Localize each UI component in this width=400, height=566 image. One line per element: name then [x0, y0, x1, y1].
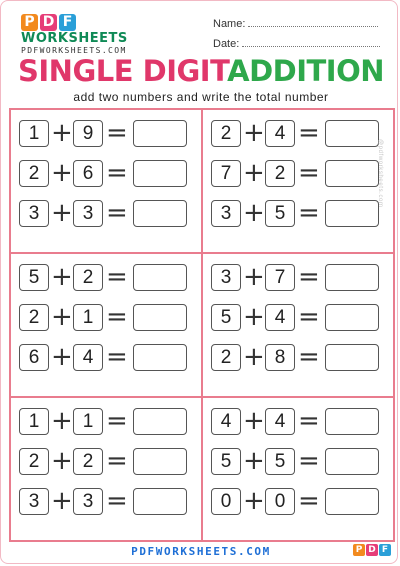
footer-logo	[353, 544, 391, 556]
answer-box[interactable]	[133, 448, 187, 475]
plus-sign: +	[51, 446, 73, 476]
addend-1: 6	[19, 344, 49, 371]
addition-problem	[11, 488, 201, 515]
logo-wordmark: WORKSHEETS	[21, 31, 128, 46]
date-field[interactable]	[213, 38, 380, 50]
answer-box[interactable]	[133, 344, 187, 371]
footer-logo-letter-p: P	[353, 544, 365, 556]
plus-sign: +	[51, 342, 73, 372]
addition-problem	[203, 304, 393, 331]
addition-problem	[203, 264, 393, 291]
plus-sign: +	[51, 302, 73, 332]
logo-letter-d: D	[40, 14, 57, 31]
answer-box[interactable]	[133, 408, 187, 435]
answer-box[interactable]	[133, 160, 187, 187]
answer-box[interactable]	[325, 488, 379, 515]
problem-panel	[201, 396, 395, 542]
answer-box[interactable]	[325, 344, 379, 371]
equals-sign: =	[298, 446, 320, 476]
addition-problem	[203, 408, 393, 435]
answer-box[interactable]	[325, 160, 379, 187]
footer-url: PDFWORKSHEETS.COM	[131, 545, 271, 558]
plus-sign: +	[243, 158, 265, 188]
date-label: Date:	[213, 38, 240, 50]
addition-problem	[11, 344, 201, 371]
addend-2: 4	[265, 120, 295, 147]
addition-problem	[203, 160, 393, 187]
addend-2: 8	[265, 344, 295, 371]
logo-letter-f: F	[59, 14, 76, 31]
equals-sign: =	[298, 118, 320, 148]
worksheet-title	[1, 53, 400, 89]
watermark: @pdfworksheets.com	[377, 139, 383, 208]
addend-2: 7	[265, 264, 295, 291]
equals-sign: =	[106, 118, 128, 148]
problem-panel	[201, 108, 395, 254]
addition-problem	[203, 488, 393, 515]
plus-sign: +	[51, 158, 73, 188]
logo-url: PDFWORKSHEETS.COM	[21, 46, 127, 55]
equals-sign: =	[106, 198, 128, 228]
problem-panel	[9, 396, 203, 542]
addition-problem	[11, 160, 201, 187]
addend-1: 2	[211, 344, 241, 371]
addend-1: 4	[211, 408, 241, 435]
problem-grid	[9, 108, 393, 542]
addition-problem	[11, 408, 201, 435]
plus-sign: +	[51, 262, 73, 292]
addition-problem	[203, 120, 393, 147]
addend-1: 0	[211, 488, 241, 515]
brand-logo	[21, 14, 131, 56]
name-line[interactable]	[248, 18, 378, 27]
equals-sign: =	[298, 406, 320, 436]
addend-2: 3	[73, 488, 103, 515]
addend-2: 4	[73, 344, 103, 371]
equals-sign: =	[298, 158, 320, 188]
plus-sign: +	[243, 198, 265, 228]
answer-box[interactable]	[133, 120, 187, 147]
addend-2: 5	[265, 200, 295, 227]
title-part-addition: ADDITION	[227, 54, 384, 88]
addition-problem	[203, 344, 393, 371]
addend-1: 2	[19, 304, 49, 331]
addition-problem	[11, 120, 201, 147]
footer-logo-letter-f: F	[379, 544, 391, 556]
problem-panel	[201, 252, 395, 398]
equals-sign: =	[106, 158, 128, 188]
addend-2: 1	[73, 408, 103, 435]
plus-sign: +	[51, 198, 73, 228]
addend-1: 5	[211, 448, 241, 475]
problem-panel	[9, 108, 203, 254]
addend-1: 2	[19, 160, 49, 187]
answer-box[interactable]	[325, 264, 379, 291]
addend-1: 2	[211, 120, 241, 147]
answer-box[interactable]	[325, 120, 379, 147]
problem-panel	[9, 252, 203, 398]
plus-sign: +	[243, 406, 265, 436]
answer-box[interactable]	[133, 488, 187, 515]
equals-sign: =	[298, 342, 320, 372]
logo-pdf-letters	[21, 14, 131, 31]
addend-2: 2	[73, 264, 103, 291]
addend-2: 4	[265, 408, 295, 435]
addend-2: 9	[73, 120, 103, 147]
title-part-single-digit: SINGLE DIGIT	[18, 54, 228, 88]
plus-sign: +	[243, 342, 265, 372]
answer-box[interactable]	[133, 264, 187, 291]
equals-sign: =	[298, 262, 320, 292]
addend-2: 5	[265, 448, 295, 475]
addend-2: 2	[265, 160, 295, 187]
addend-1: 3	[19, 488, 49, 515]
addend-1: 1	[19, 120, 49, 147]
name-label: Name:	[213, 18, 246, 30]
addition-problem	[11, 448, 201, 475]
date-line[interactable]	[242, 38, 380, 47]
equals-sign: =	[106, 446, 128, 476]
plus-sign: +	[243, 302, 265, 332]
addend-2: 6	[73, 160, 103, 187]
addend-1: 3	[211, 264, 241, 291]
plus-sign: +	[243, 446, 265, 476]
addend-2: 0	[265, 488, 295, 515]
equals-sign: =	[298, 198, 320, 228]
answer-box[interactable]	[325, 448, 379, 475]
addend-1: 3	[19, 200, 49, 227]
footer-logo-letter-d: D	[366, 544, 378, 556]
addend-2: 3	[73, 200, 103, 227]
answer-box[interactable]	[133, 304, 187, 331]
plus-sign: +	[243, 486, 265, 516]
addend-2: 4	[265, 304, 295, 331]
addend-2: 2	[73, 448, 103, 475]
equals-sign: =	[106, 406, 128, 436]
answer-box[interactable]	[325, 304, 379, 331]
instructions: add two numbers and write the total number	[73, 90, 329, 104]
addend-1: 7	[211, 160, 241, 187]
equals-sign: =	[298, 302, 320, 332]
addition-problem	[203, 448, 393, 475]
equals-sign: =	[106, 262, 128, 292]
addition-problem	[11, 264, 201, 291]
equals-sign: =	[106, 302, 128, 332]
answer-box[interactable]	[325, 408, 379, 435]
addition-problem	[203, 200, 393, 227]
answer-box[interactable]	[133, 200, 187, 227]
plus-sign: +	[51, 486, 73, 516]
equals-sign: =	[298, 486, 320, 516]
plus-sign: +	[51, 118, 73, 148]
addend-1: 5	[19, 264, 49, 291]
equals-sign: =	[106, 342, 128, 372]
addend-2: 1	[73, 304, 103, 331]
answer-box[interactable]	[325, 200, 379, 227]
addition-problem	[11, 304, 201, 331]
plus-sign: +	[243, 262, 265, 292]
equals-sign: =	[106, 486, 128, 516]
addition-problem	[11, 200, 201, 227]
addend-1: 3	[211, 200, 241, 227]
addend-1: 1	[19, 408, 49, 435]
name-field[interactable]	[213, 18, 378, 30]
logo-letter-p: P	[21, 14, 38, 31]
plus-sign: +	[243, 118, 265, 148]
addend-1: 2	[19, 448, 49, 475]
plus-sign: +	[51, 406, 73, 436]
addend-1: 5	[211, 304, 241, 331]
